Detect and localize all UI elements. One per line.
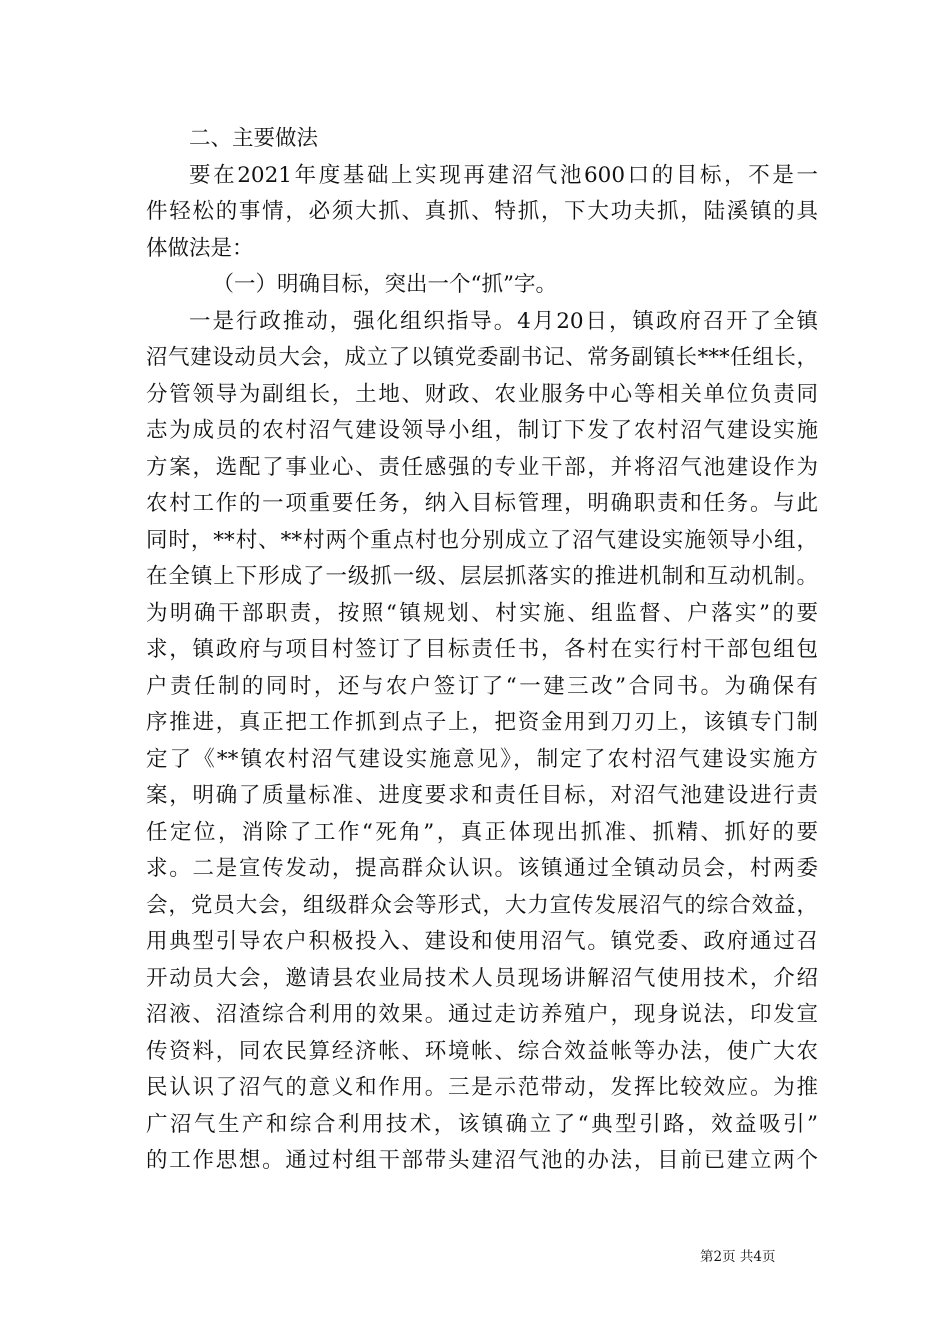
paragraph-line: 民认识了沼气的意义和作用。三是示范带动，发挥比较效应。为推 — [146, 1075, 818, 1100]
paragraph-line: 会，党员大会，组级群众会等形式，大力宣传发展沼气的综合效益， — [146, 892, 818, 918]
paragraph-line: （一）明确目标，突出一个“抓”字。 — [212, 272, 557, 297]
paragraph-line: 用典型引导农户积极投入、建设和使用沼气。镇党委、政府通过召 — [146, 929, 818, 954]
paragraph-line: 开动员大会，邀请县农业局技术人员现场讲解沼气使用技术，介绍 — [146, 965, 818, 991]
paragraph-line: 户责任制的同时，还与农户签订了“一建三改”合同书。为确保有 — [146, 673, 818, 699]
paragraph-line: 要在2021年度基础上实现再建沼气池600口的目标，不是一 — [189, 162, 818, 188]
paragraph-line: 分管领导为副组长，土地、财政、农业服务中心等相关单位负责同 — [146, 381, 818, 407]
paragraph-line: 定了《**镇农村沼气建设实施意见》，制定了农村沼气建设实施方 — [146, 746, 818, 772]
paragraph-line: 志为成员的农村沼气建设领导小组，制订下发了农村沼气建设实施 — [146, 418, 818, 443]
paragraph-line: 求，镇政府与项目村签订了目标责任书，各村在实行村干部包组包 — [146, 637, 818, 662]
paragraph-line: 任定位，消除了工作“死角”，真正体现出抓准、抓精、抓好的要 — [146, 819, 818, 845]
paragraph-line: 案，明确了质量标准、进度要求和责任目标，对沼气池建设进行责 — [146, 783, 818, 808]
paragraph-line: 农村工作的一项重要任务，纳入目标管理，明确职责和任务。与此 — [146, 491, 818, 516]
paragraph-line: 为明确干部职责，按照“镇规划、村实施、组监督、户落实”的要 — [146, 600, 818, 626]
paragraph-line: 沼液、沼渣综合利用的效果。通过走访养殖户，现身说法，印发宣 — [146, 1002, 818, 1027]
paragraph-line: 一是行政推动，强化组织指导。4月20日，镇政府召开了全镇 — [189, 308, 818, 334]
page-number-footer: 第2页 共4页 — [700, 1249, 776, 1265]
paragraph-line: 二、主要做法 — [189, 126, 319, 151]
paragraph-line: 方案，选配了事业心、责任感强的专业干部，并将沼气池建设作为 — [146, 454, 818, 480]
paragraph-line: 同时，**村、**村两个重点村也分别成立了沼气建设实施领导小组， — [146, 527, 818, 553]
paragraph-line: 广沼气生产和综合利用技术，该镇确立了“典型引路，效益吸引” — [146, 1111, 818, 1137]
paragraph-line: 沼气建设动员大会，成立了以镇党委副书记、常务副镇长***任组长， — [146, 345, 818, 370]
paragraph-line: 体做法是： — [146, 235, 254, 261]
paragraph-line: 序推进，真正把工作抓到点子上，把资金用到刀刃上，该镇专门制 — [146, 710, 818, 735]
paragraph-line: 传资料，同农民算经济帐、环境帐、综合效益帐等办法，使广大农 — [146, 1038, 818, 1064]
paragraph-line: 求。二是宣传发动，提高群众认识。该镇通过全镇动员会，村两委 — [146, 856, 818, 881]
paragraph-line: 在全镇上下形成了一级抓一级、层层抓落实的推进机制和互动机制。 — [146, 564, 818, 589]
paragraph-line: 的工作思想。通过村组干部带头建沼气池的办法，目前已建立两个 — [146, 1148, 818, 1173]
paragraph-line: 件轻松的事情，必须大抓、真抓、特抓，下大功夫抓，陆溪镇的具 — [146, 199, 818, 224]
